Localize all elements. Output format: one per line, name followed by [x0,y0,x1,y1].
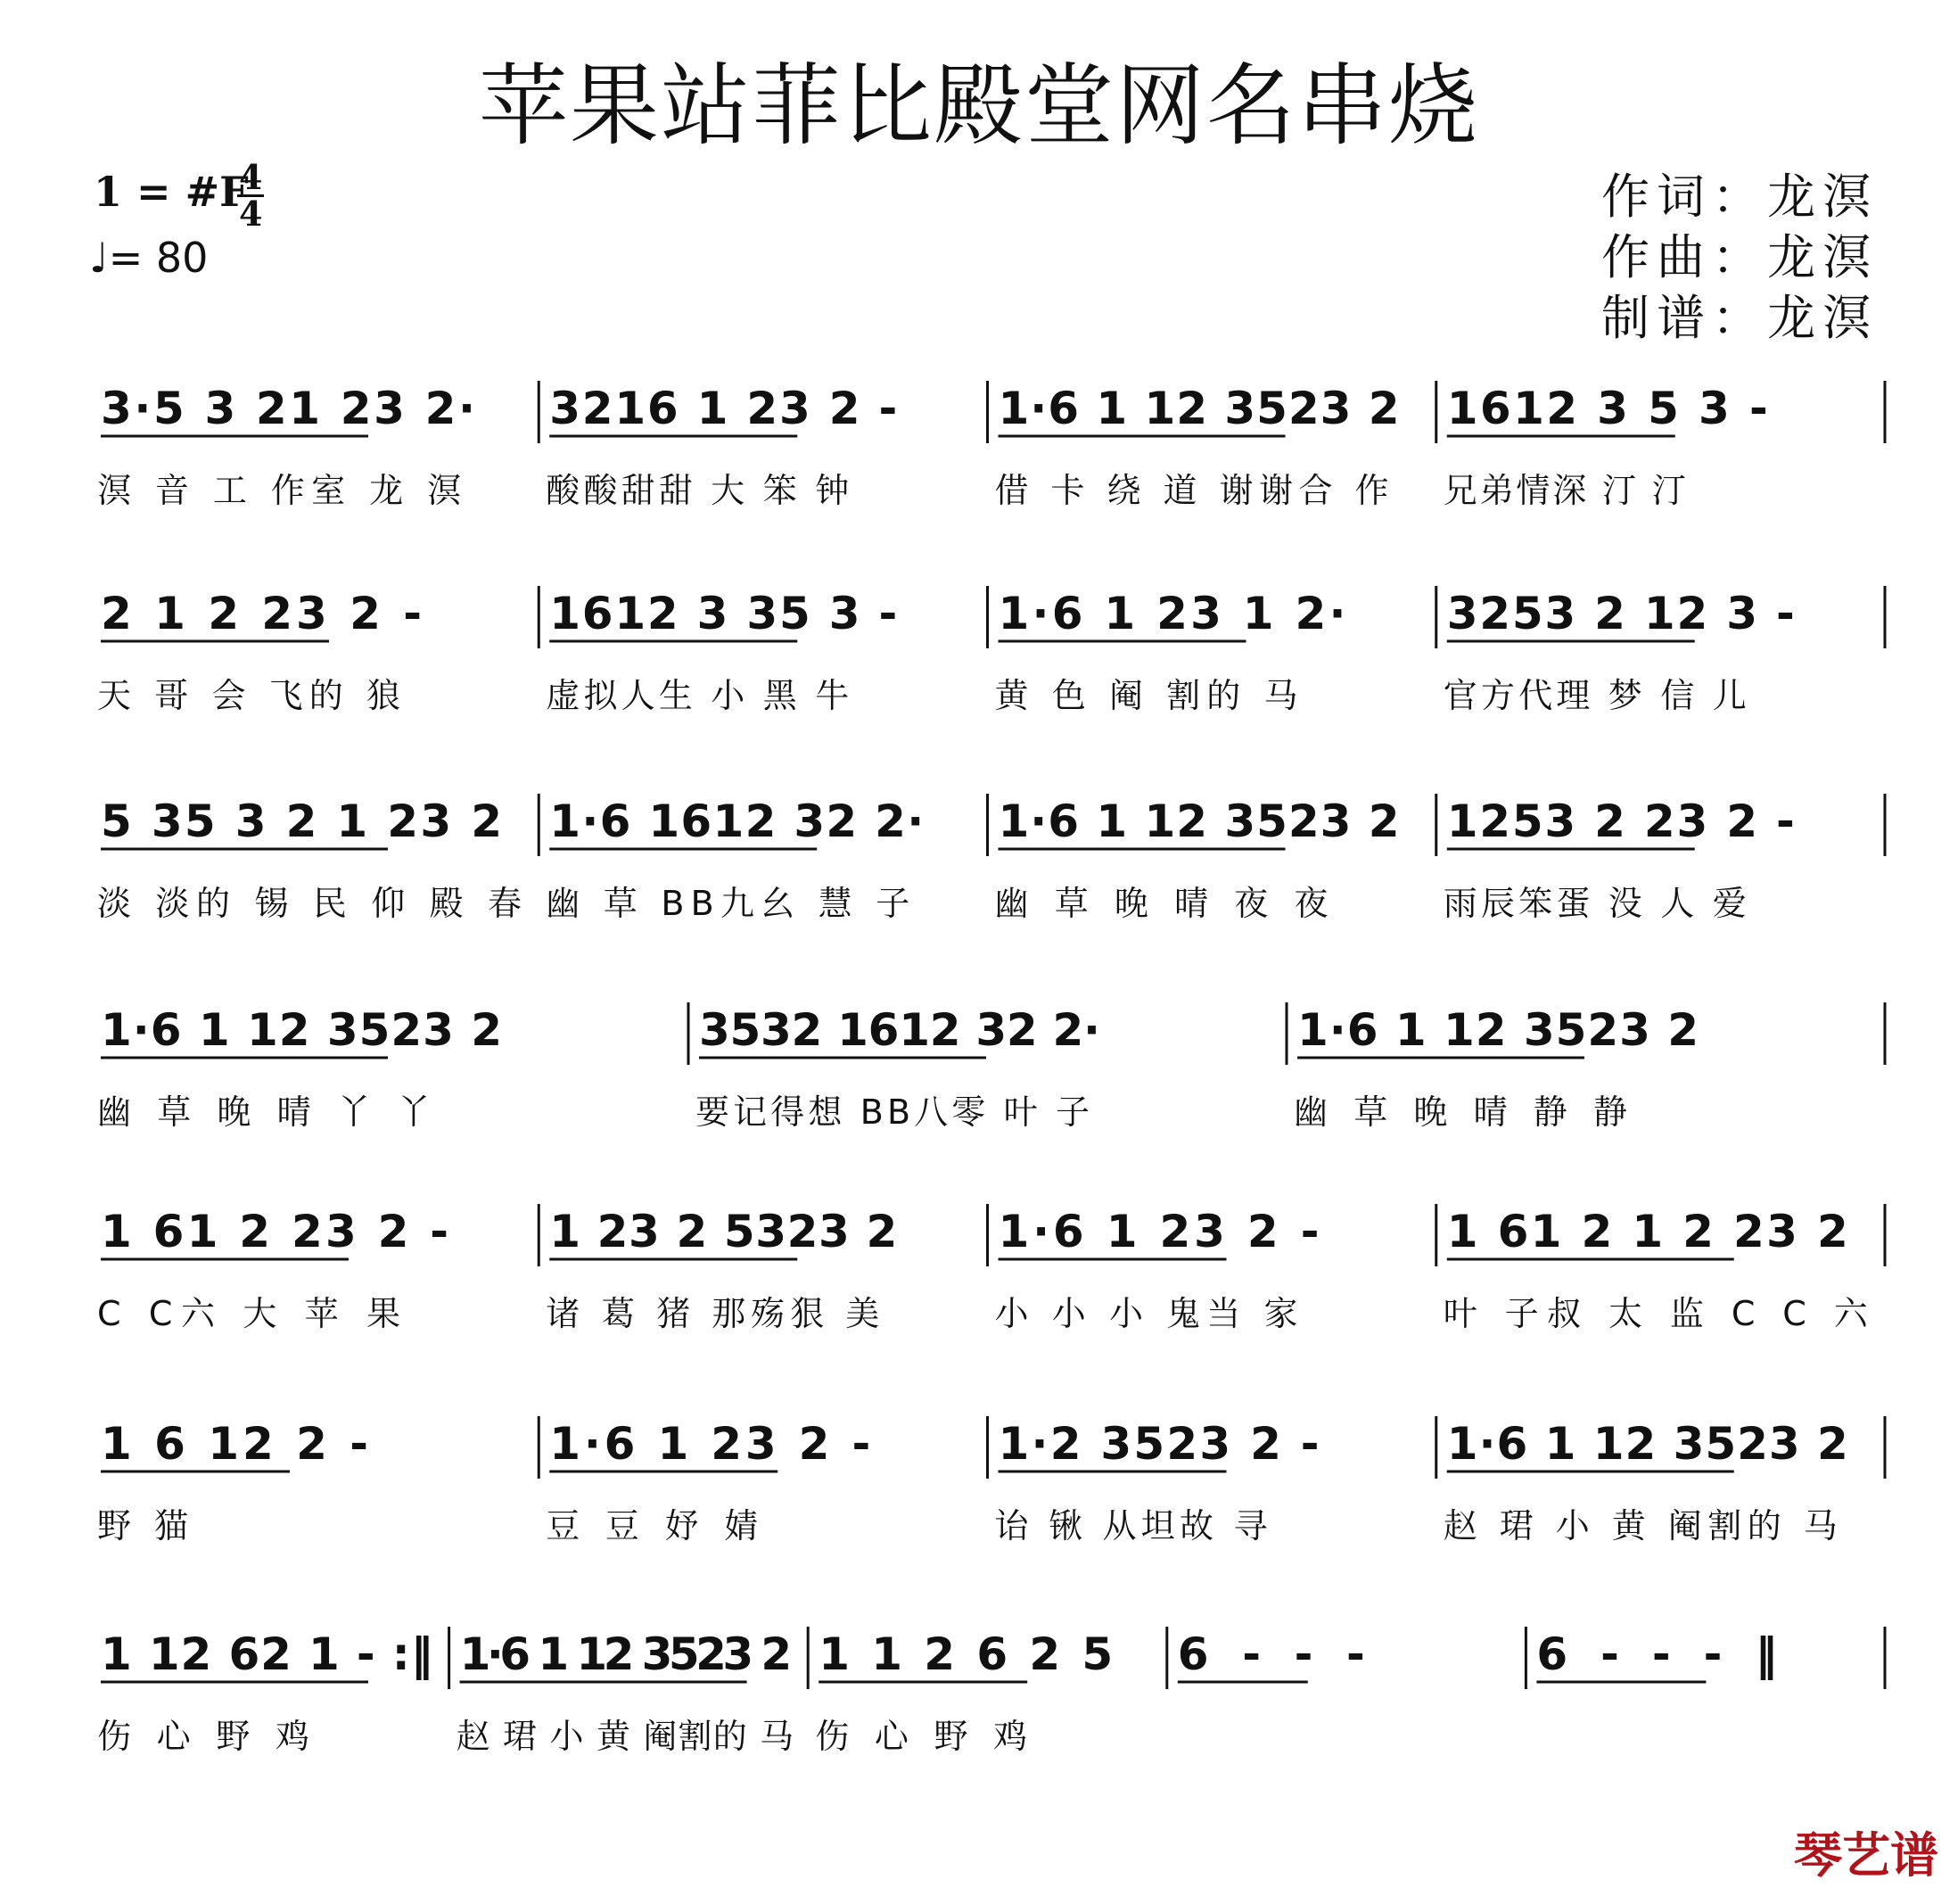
measure-lyrics: 伤 心 野 鸡 [97,1717,309,1756]
tempo-marking: ♩= 80 [89,234,209,282]
measure-lyrics: 淡 淡的 锡 民 仰 殿 春 [97,884,522,923]
measure-lyrics: 要记得想 BB八零 叶 子 [695,1092,1090,1132]
measure [815,1627,1167,1756]
measure [546,1204,987,1333]
measure-lyrics: 叶 子叔 太 监 C C 六 [1443,1294,1868,1333]
measure-notes: 1·6 1 23 2 - [549,1418,871,1470]
measure-notes: 1·6 1 23 1 2· [998,588,1346,639]
measure-notes: 3532 1612 32 2· [699,1004,1100,1056]
score-row [97,586,1885,715]
measure-notes: 1 61 2 1 2 23 2 [1446,1206,1848,1257]
measure-lyrics: 天 哥 会 飞的 狼 [97,676,400,715]
measure-notes: 1 6 12 2 - [101,1418,368,1470]
measure [695,1002,1287,1132]
measure-notes: 5 35 3 2 1 23 2 [101,795,502,847]
score-row [97,794,1885,923]
measure-lyrics: 幽 草 晚 晴 丫 丫 [97,1092,431,1132]
measure-lyrics: 溟 音 工 作室 龙 溟 [97,471,461,510]
measure [995,794,1436,923]
time-signature-top: 4 [239,157,263,197]
measure-lyrics: 黄 色 阉 割的 马 [994,676,1298,715]
score-row [97,1416,1885,1545]
measure-notes: 1 1 2 6 2 5 [819,1628,1114,1680]
measure [995,381,1436,510]
measure [97,1002,688,1132]
measure [1444,794,1885,923]
measure-lyrics: 野 猫 [97,1506,188,1545]
measure-notes: 3216 1 23 2 - [549,383,898,434]
measure-lyrics: 幽 草 晚 晴 夜 夜 [994,884,1329,923]
key-signature: 1 = #F [94,168,249,216]
credit-name: 龙溟 [1767,169,1878,225]
measure-lyrics: 伤 心 野 鸡 [815,1717,1028,1756]
measure [546,586,987,715]
measure-notes: 3·5 3 21 23 2· [101,383,475,434]
measure [97,794,539,923]
score-row [97,1204,1885,1333]
measure [1444,381,1885,510]
measure-notes: 1 61 2 23 2 - [101,1206,448,1257]
measure-notes: 1 12 62 1 - :‖ [101,1628,433,1680]
measure-notes: 1253 2 23 2 - [1446,795,1795,847]
measure [546,1416,987,1545]
measure-notes: 1·6 1 12 3523 2 [998,795,1400,847]
measure [1444,1416,1885,1545]
measure-notes: 6 - - - [1177,1628,1365,1680]
score-row [97,1627,1885,1756]
credit-name: 龙溟 [1767,229,1878,285]
measure-lyrics: 小 小 小 鬼当 家 [994,1294,1298,1333]
measure-notes: 1·6 1 12 3523 2 [1446,1418,1848,1470]
time-signature-bottom: 4 [239,194,263,234]
measure-lyrics: C C六 大 苹 果 [97,1294,400,1333]
measure-lyrics: 赵 珺 小 黄 阉割的 马 [1443,1506,1838,1545]
measure-notes: 1·6 1 12 3523 2 [459,1628,793,1680]
credit-label: 制谱： [1601,290,1767,346]
measure-lyrics: 官方代理 梦 信 儿 [1443,676,1747,715]
credit-name: 龙溟 [1767,290,1878,346]
measure [995,1204,1436,1333]
measure-notes: 1612 3 5 3 - [1446,383,1768,434]
measure-lyrics: 幽 草 晚 晴 静 静 [1294,1092,1627,1132]
measure [457,1627,809,1756]
measure-notes: 1612 3 35 3 - [549,588,898,639]
measure-notes: 1·6 1612 32 2· [549,795,925,847]
measure-lyrics: 诸 葛 猪 那殇狠 美 [546,1294,880,1333]
measure [1178,1627,1526,1689]
measure-lyrics: 豆 豆 妤 婧 [546,1506,759,1545]
measure [97,1416,539,1545]
measure [546,381,987,510]
measure-lyrics: 赵 珺 小 黄 阉割的 马 [456,1717,794,1756]
measure [1444,586,1885,715]
score-row [97,1002,1885,1132]
measure [97,381,539,510]
measure [1444,1204,1885,1333]
watermark-logo: 琴艺谱 [1794,1827,1938,1883]
measure-notes: 1·2 3523 2 - [998,1418,1320,1470]
measure [97,1627,449,1756]
measure-notes: 2 1 2 23 2 - [101,588,422,639]
measure-lyrics: 虚拟人生 小 黑 牛 [546,676,850,715]
measure [546,794,987,923]
measure-notes: 1·6 1 12 3523 2 [101,1004,502,1056]
score-row [97,381,1885,510]
measure-lyrics: 雨辰笨蛋 没 人 爱 [1443,884,1747,923]
credit-label: 作词： [1601,169,1767,225]
measure-notes: 1·6 1 12 3523 2 [1297,1004,1699,1056]
credit-label: 作曲： [1601,229,1767,285]
measure-notes: 1·6 1 12 3523 2 [998,383,1400,434]
measure [995,586,1436,715]
measure-lyrics: 借 卡 绕 道 谢谢合 作 [994,471,1389,510]
measure [1536,1627,1885,1689]
measure [995,1416,1436,1545]
measure-notes: 1·6 1 23 2 - [998,1206,1320,1257]
measure-notes: 6 - - - ‖ [1536,1628,1778,1680]
measure-lyrics: 诒 锹 从坦故 寻 [994,1506,1268,1545]
measure [1294,1002,1885,1132]
measure-lyrics: 幽 草 BB九幺 慧 子 [546,884,910,923]
page-title: 苹果站菲比殿堂网名串烧 [479,54,1479,158]
measure-notes: 3253 2 12 3 - [1446,588,1795,639]
measure-lyrics: 酸酸甜甜 大 笨 钟 [546,471,850,510]
measure [97,1204,539,1333]
measure-lyrics: 兄弟情深 汀 汀 [1443,471,1686,510]
measure [97,586,539,715]
measure-notes: 1 23 2 5323 2 [549,1206,898,1257]
